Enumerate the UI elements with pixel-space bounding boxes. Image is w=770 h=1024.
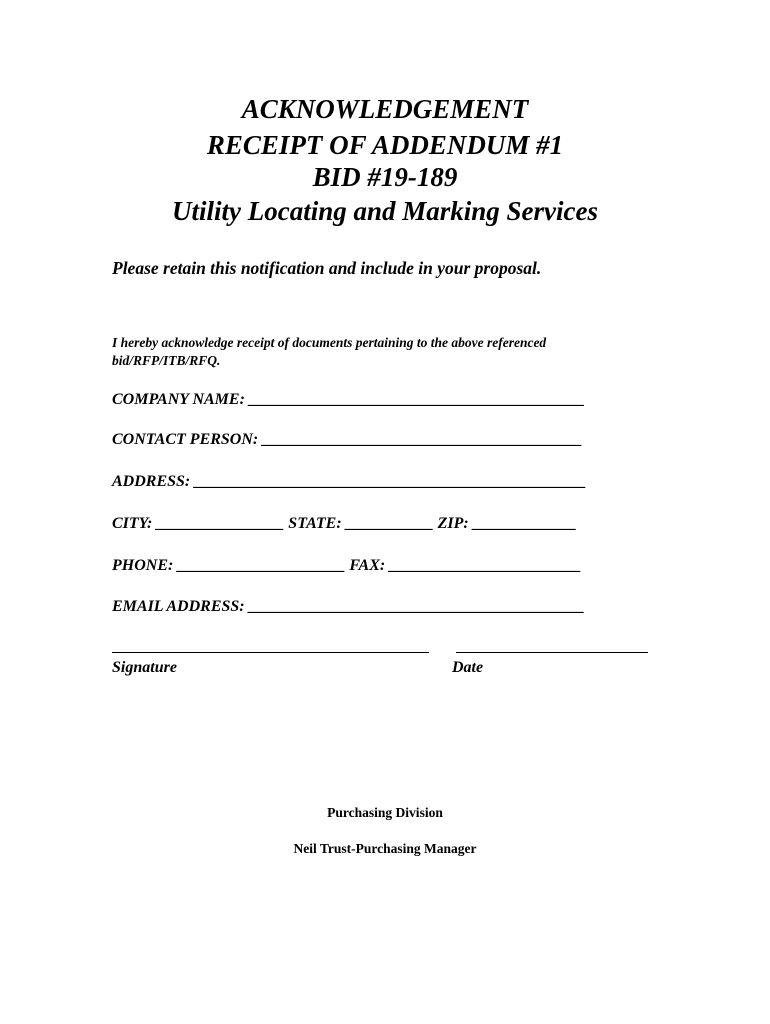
address-field[interactable] (112, 472, 652, 492)
title-bid-number: BID #19-189 (312, 162, 458, 192)
company-name-field[interactable] (112, 390, 652, 410)
phone-fax-label: PHONE: _____________________ FAX: ________________________ (112, 557, 582, 574)
contact-person-label: CONTACT PERSON: ________________________________________ (112, 431, 583, 448)
email-address-label: EMAIL ADDRESS: __________________________________________ (112, 598, 585, 615)
email-address-field[interactable] (112, 597, 652, 617)
address-label: ADDRESS: _________________________________________________ (112, 473, 587, 490)
purchasing-manager: Neil Trust-Purchasing Manager (293, 841, 477, 856)
purchasing-division: Purchasing Division (327, 805, 443, 820)
company-name-label: COMPANY NAME: __________________________________________ (112, 391, 585, 408)
title-receipt-of-addendum: RECEIPT OF ADDENDUM #1 (206, 130, 564, 160)
date-line[interactable] (456, 652, 648, 653)
acknowledgement-statement: I hereby acknowledge receipt of documents pertaining to the above referenced bid/RFP/ITB/RFQ. (112, 335, 547, 368)
city-state-zip-label: CITY: ________________ STATE: ___________ ZIP: _____________ (112, 515, 577, 532)
title-acknowledgement: ACKNOWLEDGEMENT (241, 94, 529, 124)
contact-person-field[interactable] (112, 430, 652, 450)
date-label: Date (452, 659, 484, 676)
signature-line[interactable] (112, 652, 429, 653)
signature-label: Signature (112, 659, 177, 676)
title-service-name: Utility Locating and Marking Services (171, 196, 598, 226)
city-state-zip-field[interactable] (112, 514, 652, 534)
phone-fax-field[interactable] (112, 556, 652, 576)
retain-notice: Please retain this notification and include in your proposal. (112, 258, 542, 278)
